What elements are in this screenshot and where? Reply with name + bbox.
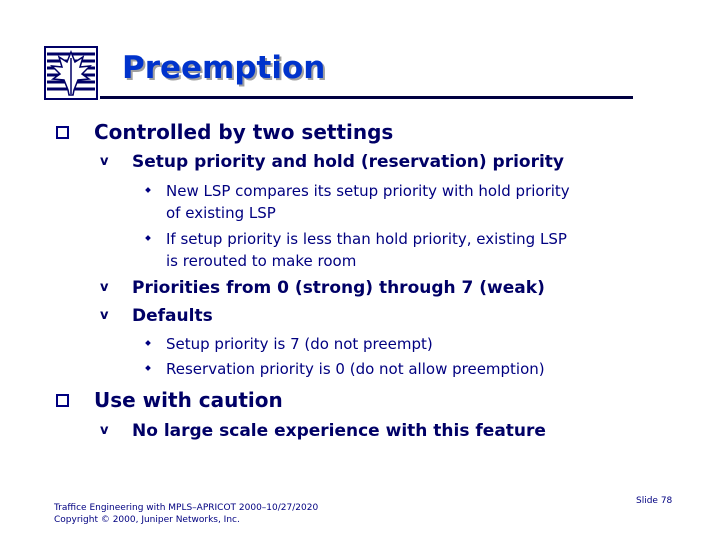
bullet-controlled [56, 120, 393, 144]
bullet-reservation-default [146, 358, 545, 380]
bullet-text: New LSP compares its setup priority with hold priority [166, 182, 570, 200]
diamond-bullet-icon [145, 365, 151, 371]
slide-number: Slide 78 [636, 496, 673, 506]
bullet-text: Use with caution [94, 388, 283, 412]
footer-line-2: Copyright © 2000, Juniper Networks, Inc. [54, 515, 240, 525]
bullet-defaults [100, 306, 213, 326]
title-divider [100, 96, 633, 99]
bullet-text: Reservation priority is 0 (do not allow preemption) [166, 360, 545, 378]
bullet-text: Defaults [132, 306, 213, 326]
diamond-bullet-icon [145, 187, 151, 193]
bullet-text: Priorities from 0 (strong) through 7 (weak) [132, 278, 545, 298]
bullet-priorities [100, 278, 545, 298]
hollow-square-bullet-icon [56, 394, 69, 407]
juniper-leaf-logo-icon [44, 46, 98, 100]
bullet-text: Setup priority and hold (reservation) priority [132, 152, 565, 172]
bullet-no-large-scale [100, 421, 546, 441]
bullet-use-with-caution [56, 388, 283, 412]
v-check-bullet-icon: v [100, 280, 109, 295]
bullet-text: If setup priority is less than hold priority, existing LSP [166, 230, 567, 248]
bullet-text-cont: is rerouted to make room [166, 252, 357, 270]
bullet-text: Controlled by two settings [94, 120, 394, 144]
v-check-bullet-icon: v [100, 154, 109, 169]
footer-line-1: Traffice Engineering with MPLS–APRICOT 2000–10/27/2020 [54, 503, 319, 513]
footer [54, 502, 318, 526]
diamond-bullet-icon [145, 340, 151, 346]
bullet-text: No large scale experience with this feature [132, 421, 546, 441]
slide-title: Preemption [122, 50, 326, 86]
hollow-square-bullet-icon [56, 126, 69, 139]
bullet-if-setup [146, 228, 567, 272]
bullet-new-lsp [146, 180, 570, 224]
v-check-bullet-icon: v [100, 308, 109, 323]
bullet-setup-default [146, 333, 433, 355]
bullet-text-cont: of existing LSP [166, 204, 276, 222]
v-check-bullet-icon: v [100, 423, 109, 438]
bullet-setup-priority [100, 152, 564, 172]
bullet-text: Setup priority is 7 (do not preempt) [166, 335, 433, 353]
diamond-bullet-icon [145, 235, 151, 241]
